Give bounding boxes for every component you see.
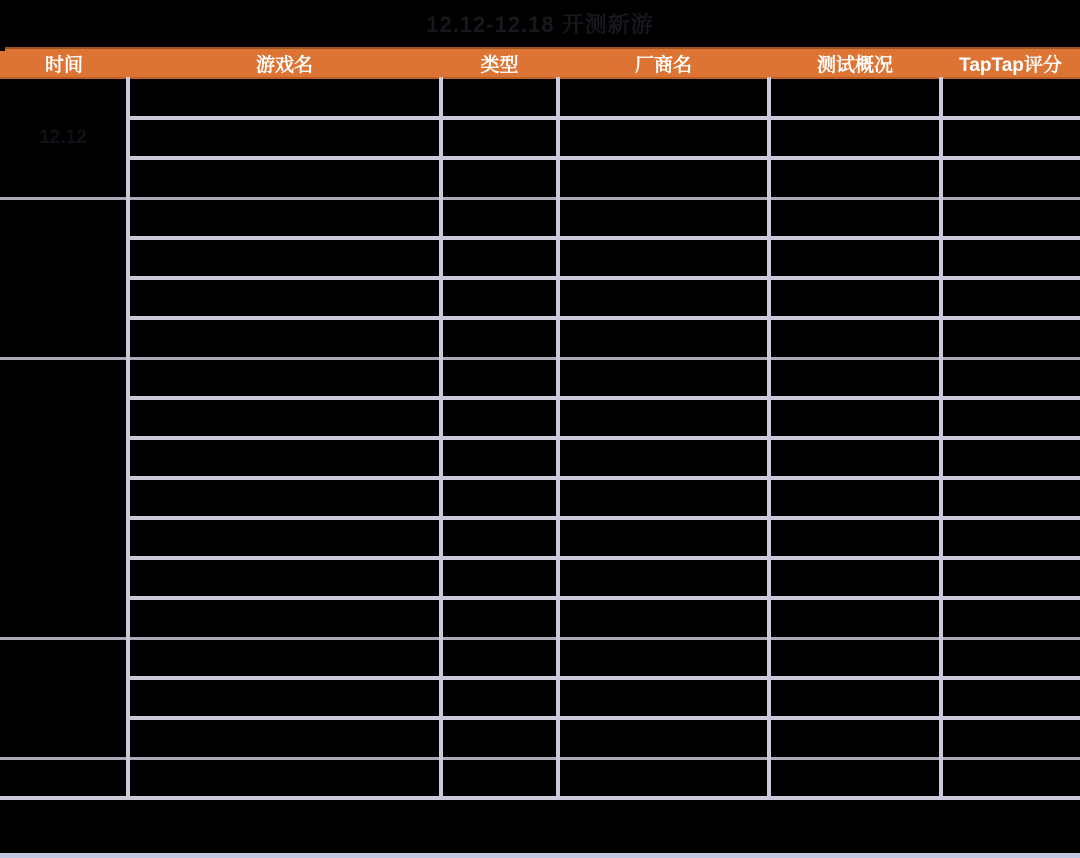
table-row: [0, 198, 1080, 238]
cell-taptap-rating: [941, 638, 1080, 678]
column-header-vendor: 厂商名: [558, 48, 769, 78]
cell-test-status: [769, 718, 941, 758]
cell-type: [441, 238, 558, 278]
cell-type: [441, 398, 558, 438]
table-row: [0, 638, 1080, 678]
cell-type: [441, 278, 558, 318]
cell-test-status: [769, 198, 941, 238]
table-row: [0, 438, 1080, 478]
cell-taptap-rating: [941, 758, 1080, 798]
table-row: [0, 158, 1080, 198]
column-header-type: 类型: [441, 48, 558, 78]
cell-time: [0, 198, 128, 358]
cell-game-name: [128, 758, 441, 798]
cell-game-name: [128, 78, 441, 118]
cell-game-name: [128, 558, 441, 598]
cell-taptap-rating: [941, 438, 1080, 478]
table-row: [0, 518, 1080, 558]
cell-taptap-rating: [941, 118, 1080, 158]
cell-test-status: [769, 598, 941, 638]
cell-test-status: [769, 278, 941, 318]
table-row: [0, 558, 1080, 598]
cell-taptap-rating: [941, 718, 1080, 758]
cell-test-status: [769, 358, 941, 398]
cell-test-status: [769, 558, 941, 598]
table-row: [0, 358, 1080, 398]
cell-type: [441, 518, 558, 558]
cell-vendor: [558, 118, 769, 158]
cell-taptap-rating: [941, 398, 1080, 438]
cell-game-name: [128, 478, 441, 518]
cell-vendor: [558, 198, 769, 238]
cell-taptap-rating: [941, 238, 1080, 278]
cell-taptap-rating: [941, 678, 1080, 718]
cell-vendor: [558, 758, 769, 798]
cell-vendor: [558, 518, 769, 558]
cell-type: [441, 758, 558, 798]
table-row: [0, 678, 1080, 718]
table-row: [0, 118, 1080, 158]
cell-game-name: [128, 678, 441, 718]
cell-type: [441, 638, 558, 678]
cell-type: [441, 478, 558, 518]
table-row: [0, 318, 1080, 358]
cell-type: [441, 318, 558, 358]
cell-vendor: [558, 598, 769, 638]
cell-game-name: [128, 318, 441, 358]
cell-vendor: [558, 158, 769, 198]
cell-taptap-rating: [941, 518, 1080, 558]
cell-game-name: [128, 198, 441, 238]
cell-type: [441, 198, 558, 238]
cell-vendor: [558, 678, 769, 718]
cell-test-status: [769, 238, 941, 278]
cell-test-status: [769, 118, 941, 158]
cell-test-status: [769, 158, 941, 198]
cell-taptap-rating: [941, 318, 1080, 358]
column-header-taptap-rating: TapTap评分: [941, 48, 1080, 78]
cell-type: [441, 358, 558, 398]
column-header-game-name: 游戏名: [128, 48, 441, 78]
cell-test-status: [769, 398, 941, 438]
cell-test-status: [769, 478, 941, 518]
cell-test-status: [769, 638, 941, 678]
cell-game-name: [128, 118, 441, 158]
cell-time: [0, 358, 128, 638]
column-header-time: 时间: [0, 48, 128, 78]
cell-vendor: [558, 278, 769, 318]
table-row: [0, 718, 1080, 758]
cell-game-name: [128, 398, 441, 438]
cell-vendor: [558, 358, 769, 398]
cell-vendor: [558, 238, 769, 278]
cell-test-status: [769, 518, 941, 558]
cell-vendor: [558, 398, 769, 438]
cell-game-name: [128, 718, 441, 758]
table-row: [0, 238, 1080, 278]
cell-game-name: [128, 438, 441, 478]
cell-vendor: [558, 78, 769, 118]
cell-type: [441, 718, 558, 758]
cell-game-name: [128, 598, 441, 638]
cell-vendor: [558, 318, 769, 358]
cell-game-name: [128, 518, 441, 558]
cell-type: [441, 598, 558, 638]
cell-test-status: [769, 438, 941, 478]
cell-taptap-rating: [941, 278, 1080, 318]
cell-taptap-rating: [941, 598, 1080, 638]
table-row: [0, 758, 1080, 798]
test-schedule-table: [0, 47, 1080, 800]
cell-type: [441, 118, 558, 158]
cell-vendor: [558, 638, 769, 678]
cell-taptap-rating: [941, 158, 1080, 198]
table-row: [0, 478, 1080, 518]
cell-taptap-rating: [941, 478, 1080, 518]
cell-game-name: [128, 278, 441, 318]
cell-type: [441, 438, 558, 478]
cell-type: [441, 78, 558, 118]
cell-time: [0, 758, 128, 798]
cell-game-name: [128, 358, 441, 398]
corner-notch: [0, 47, 5, 51]
cell-game-name: [128, 158, 441, 198]
cell-game-name: [128, 638, 441, 678]
cell-vendor: [558, 438, 769, 478]
cell-type: [441, 158, 558, 198]
cell-vendor: [558, 718, 769, 758]
page-title: 12.12-12.18 开测新游: [426, 12, 654, 37]
cell-time: 12.12: [0, 78, 128, 198]
cell-type: [441, 558, 558, 598]
table-row: [0, 398, 1080, 438]
cell-taptap-rating: [941, 78, 1080, 118]
table-row: [0, 598, 1080, 638]
table-row: [0, 278, 1080, 318]
cell-taptap-rating: [941, 558, 1080, 598]
cell-time: [0, 638, 128, 758]
cell-type: [441, 678, 558, 718]
cell-vendor: [558, 478, 769, 518]
cell-test-status: [769, 318, 941, 358]
cell-test-status: [769, 758, 941, 798]
cell-test-status: [769, 678, 941, 718]
cell-taptap-rating: [941, 198, 1080, 238]
cell-taptap-rating: [941, 358, 1080, 398]
cell-test-status: [769, 78, 941, 118]
cell-vendor: [558, 558, 769, 598]
cell-game-name: [128, 238, 441, 278]
column-header-test-status: 测试概况: [769, 48, 941, 78]
table-header-row: [0, 48, 1080, 78]
table-row: [0, 78, 1080, 118]
bottom-accent-line: [0, 853, 1080, 858]
